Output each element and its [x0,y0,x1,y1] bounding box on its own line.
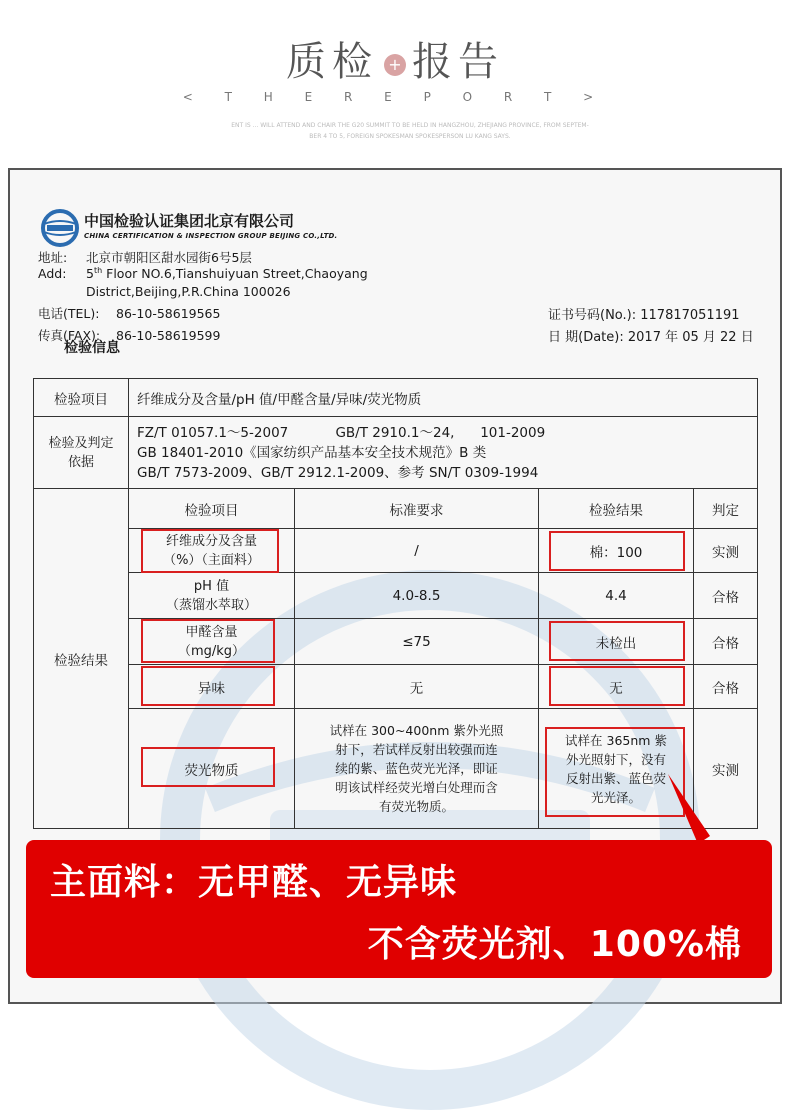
requirement-line: 有荧光物质。 [378,799,454,814]
column-header: 判定 [694,489,758,529]
column-header: 检验结果 [539,489,694,529]
table-row [34,489,758,529]
small-text-line: BER 4 TO 5, FOREIGN SPOKESMAN SPOKESPERSON LU KANG SAYS. [309,133,511,140]
arrow-pointer-icon [640,760,730,850]
requirement-line: 试样在 300~400nm 紫外光照 [329,723,504,738]
certificate-date: 2017 年 05 月 22 日 [627,330,754,345]
basis-label-line: 依据 [67,454,94,470]
certificate-date-row [548,326,754,345]
address-label-cn: 地址: [38,250,68,265]
test-item-line: 荧光物质 [184,762,239,779]
test-item [129,573,295,619]
test-item-line: （%）（主面料） [163,552,260,568]
test-result [539,619,694,665]
tel-row [38,304,220,322]
requirement-line: 射下，若试样反射出较强而连 [335,742,498,757]
test-item-line: 甲醛含量 [185,624,238,640]
highlight-box [549,621,685,661]
test-requirement: ≤75 [295,619,539,665]
address-en-1-a: 5 [86,266,94,282]
basis-label-line: 检验及判定 [48,435,114,451]
certificate-no: 117817051191 [640,308,740,323]
plus-icon: + [384,54,406,76]
test-requirement: 4.0-8.5 [295,573,539,619]
test-item-line: （mg/kg） [177,643,246,659]
basis-line: GB 18401-2010《国家纺织产品基本安全技术规范》B 类 [137,444,487,461]
highlight-box [549,531,685,571]
fax-value: 86-10-58619599 [116,328,221,343]
item-value: 纤维成分及含量/pH 值/甲醛含量/异味/荧光物质 [129,379,758,417]
test-verdict: 合格 [694,619,758,665]
table-row [34,417,758,489]
test-result [539,529,694,573]
ccic-logo-icon [40,208,80,248]
address-en-row-1 [38,266,368,281]
requirement-line: 明该试样经荧光增白处理而含 [335,780,498,795]
section-title: 检验信息 [64,340,120,356]
certificate-date-label: 日 期(Date): [548,330,624,345]
result-line: 反射出紫、蓝色荧 [565,770,666,786]
highlight-box [141,666,275,706]
company-name-en: CHINA CERTIFICATION & INSPECTION GROUP BEIJING CO.,LTD. [84,232,338,240]
tel-value: 86-10-58619565 [116,306,221,321]
test-requirement: 无 [295,665,539,709]
address-en-1-b: Floor NO.6,Tianshuiyuan Street,Chaoyang [102,266,368,282]
address-en-row-2 [38,284,291,299]
test-item-line: 纤维成分及含量 [165,533,257,549]
test-item-line: （蒸馏水萃取） [165,597,257,613]
table-row [34,529,758,573]
test-item-line: 异味 [198,680,225,697]
highlight-box [141,747,275,787]
table-row [34,619,758,665]
address-en-1-sup: th [93,266,103,275]
page-subtitle: < T H E R E P O R T > [182,90,608,104]
highlight-box [141,529,279,573]
basis-line: FZ/T 01057.1～5-2007 GB/T 2910.1～24, 101-2009 [137,424,546,441]
column-header: 检验项目 [129,489,295,529]
result-line: 试样在 365nm 紫 [565,732,667,748]
company-name-cn: 中国检验认证集团北京有限公司 [84,212,295,230]
test-item [129,665,295,709]
report-header [0,0,790,160]
table-row [34,379,758,417]
test-result-value: 无 [609,680,623,697]
highlight-box [549,666,685,706]
certificate-no-label: 证书号码(No.): [548,308,637,323]
test-result-value: 未检出 [595,635,637,652]
page-title [0,30,790,87]
banner-line-1: 主面料：无甲醛、无异味 [50,862,458,903]
title-right: 报告 [412,39,504,85]
tel-label: 电话(TEL): [38,306,100,321]
table-row [34,573,758,619]
result-line: 光光泽。 [590,789,641,805]
basis-label [34,417,129,489]
certificate-no-row [548,304,740,323]
address-cn-row [38,248,252,266]
test-result: 4.4 [539,573,694,619]
test-verdict: 实测 [694,709,758,829]
test-item [129,709,295,829]
highlight-banner [26,840,772,978]
test-item-line: pH 值 [193,578,230,594]
result-line: 外光照射下，没有 [565,751,666,767]
item-label: 检验项目 [34,379,129,417]
basis-value [129,417,758,489]
test-item [129,529,295,573]
decorative-small-text [200,120,620,142]
test-verdict: 实测 [694,529,758,573]
basis-line: GB/T 7573-2009、GB/T 2912.1-2009、参考 SN/T 0309-1994 [137,464,539,481]
title-left: 质检 [286,39,378,85]
test-requirement [295,709,539,829]
fax-label: 传真(FAX): [38,328,101,343]
address-cn: 北京市朝阳区甜水园街6号5层 [86,250,252,265]
test-result-value: 棉：100 [589,544,643,561]
highlight-box [141,619,275,663]
address-en-2: District,Beijing,P.R.China 100026 [86,284,291,299]
result-label: 检验结果 [34,489,129,829]
test-verdict: 合格 [694,573,758,619]
table-row [34,665,758,709]
requirement-line: 续的紫、蓝色荧光光泽，即证 [335,761,498,776]
test-item [129,619,295,665]
banner-line-2: 不含荧光剂、100%棉 [367,924,742,965]
test-result [539,665,694,709]
column-header: 标准要求 [295,489,539,529]
test-verdict: 合格 [694,665,758,709]
address-label-en: Add: [38,266,67,282]
test-requirement: / [295,529,539,573]
small-text-line: ENT IS ... WILL ATTEND AND CHAIR THE G20 SUMMIT TO BE HELD IN HANGZHOU, ZHEJIANG PROVINCE, FROM SEPTEM- [231,122,589,129]
